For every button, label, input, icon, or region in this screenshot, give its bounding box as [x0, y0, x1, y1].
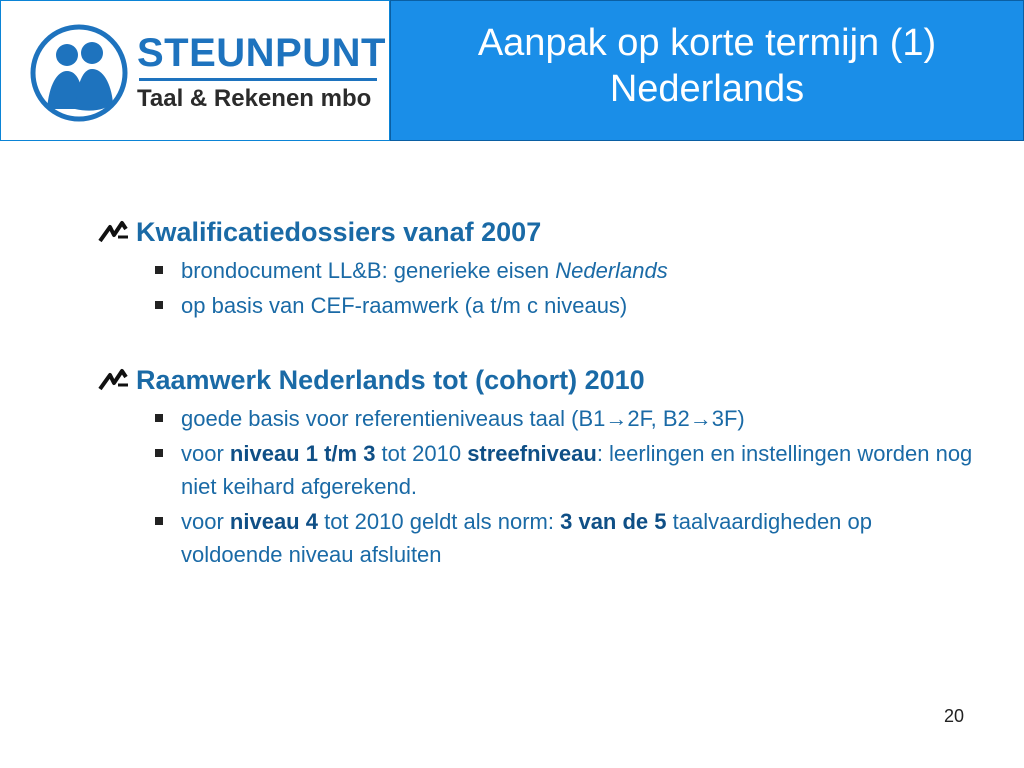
bullet-text-part: niveau 1 t/m 3: [229, 441, 376, 466]
bullet-square-icon: [155, 414, 163, 422]
section-heading-text: Kwalificatiedossiers vanaf 2007: [136, 217, 542, 247]
logo-panel: [0, 0, 390, 141]
bullet-item: [98, 402, 978, 435]
bullet-item: [98, 437, 978, 503]
bullet-text-part: 3 van de 5: [560, 509, 667, 534]
bullet-square-icon: [155, 301, 163, 309]
bullet-text-part: tot 2010: [375, 441, 468, 466]
bullet-square-icon: [155, 449, 163, 457]
bullet-text-part: voor: [181, 441, 230, 466]
bullet-square-icon: [155, 517, 163, 525]
bullet-square-icon: [155, 266, 163, 274]
bullet-item: [98, 505, 978, 571]
zigzag-arrow-icon: [98, 367, 132, 393]
slide-title-line-2: Nederlands: [609, 68, 805, 110]
bullet-item: [98, 254, 978, 287]
section-heading: [98, 214, 978, 250]
section-raamwerk: [98, 362, 978, 571]
bullet-text-part: brondocument LL&B: generieke eisen: [181, 258, 556, 283]
people-silhouette-icon: [29, 23, 129, 123]
logo-brand: STEUNPUNT: [137, 31, 386, 75]
bullet-text-part: niveau 4: [229, 509, 318, 534]
slide-content: [98, 214, 978, 611]
section-kwalificatiedossiers: [98, 214, 978, 322]
bullet-text-part: tot 2010 geldt als norm:: [317, 509, 561, 534]
zigzag-arrow-icon: [98, 219, 132, 245]
title-panel: [390, 0, 1024, 141]
bullet-text-part: streefniveau: [467, 441, 597, 466]
bullet-item: [98, 289, 978, 322]
section-heading: [98, 362, 978, 398]
bullet-text-part: op basis van CEF-raamwerk (a t/m c niveaus): [181, 293, 628, 318]
logo-tagline: Taal & Rekenen mbo: [137, 85, 372, 112]
bullet-text-part: goede basis voor referentieniveaus taal (B1→2F, B2→3F): [181, 406, 745, 431]
bullet-text-part: : leerlingen en instellingen worden nog niet keihard afgerekend.: [181, 441, 973, 499]
section-heading-text: Raamwerk Nederlands tot (cohort) 2010: [136, 365, 645, 395]
bullet-text-part: taalvaardigheden op voldoende niveau afsluiten: [181, 509, 872, 567]
bullet-text-part: Nederlands: [555, 258, 668, 283]
slide-title-line-1: Aanpak op korte termijn (1): [477, 22, 937, 64]
logo-divider: [139, 78, 377, 81]
bullet-text-part: voor: [181, 509, 230, 534]
page-number: 20: [943, 706, 964, 726]
bullet-list: [98, 402, 978, 571]
bullet-list: [98, 254, 978, 322]
